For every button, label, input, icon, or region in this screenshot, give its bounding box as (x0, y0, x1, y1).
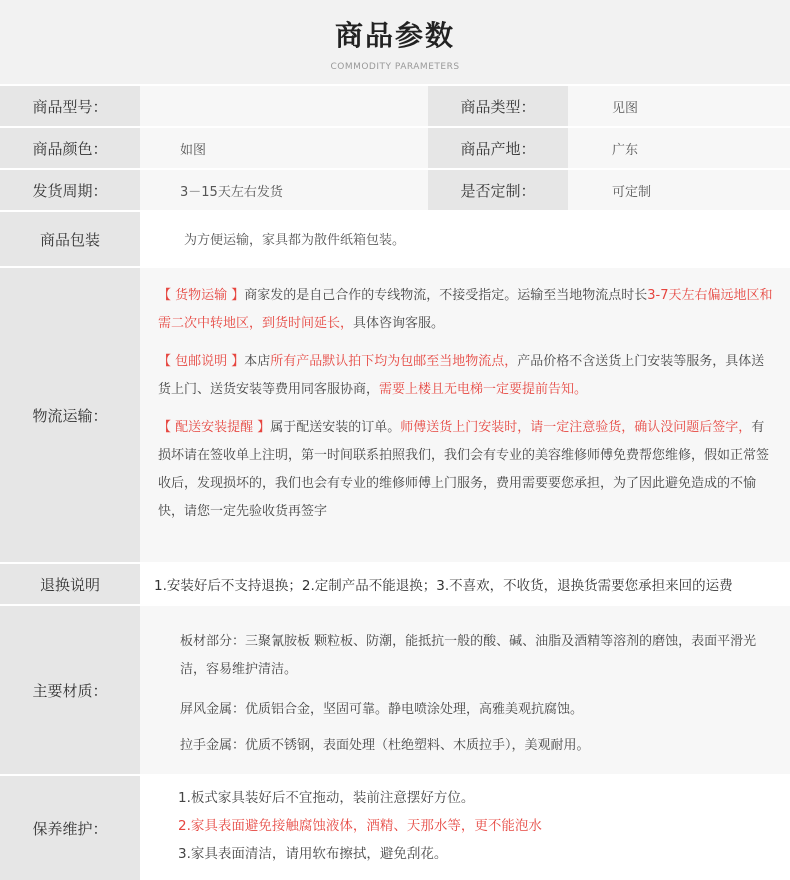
logistics-label: 物流运输： (0, 268, 140, 562)
shipping-highlight: 所有产品默认拍下均为包邮至当地物流点， (270, 354, 518, 369)
page-title: 商品参数 (334, 19, 455, 52)
shipping-highlight: 需要上楼且无电梯一定要提前告知。 (379, 382, 588, 397)
install-paragraph (158, 414, 776, 526)
param-value (140, 86, 428, 126)
packaging-label: 商品包装 (0, 212, 140, 266)
param-label: 商品型号： (0, 86, 140, 126)
page-subtitle: COMMODITY PARAMETERS (330, 62, 460, 72)
returns-label: 退换说明 (0, 564, 140, 604)
param-value: 3－15天左右发货 (140, 170, 428, 210)
care-content (140, 776, 790, 880)
install-highlight: 师傅送货上门安装时，请一定注意验货，确认没问题后签字， (400, 420, 752, 435)
materials-content (140, 606, 790, 774)
install-text: 属于配送安装的订单。 (270, 420, 401, 435)
material-line-screen: 屏风金属：优质铝合金，坚固可靠。静电喷涂处理，高雅美观抗腐蚀。 (180, 702, 584, 717)
shipping-paragraph (158, 348, 776, 404)
materials-row (0, 604, 790, 774)
freight-tag: 【 货物运输 】 (158, 288, 245, 303)
care-line: 1.板式家具装好后不宜拖动，装前注意摆好方位。 (178, 790, 475, 806)
returns-value: 1.安装好后不支持退换；2.定制产品不能退换；3.不喜欢，不收货，退换货需要您承担来回的运费 (140, 564, 790, 604)
material-line-handle: 拉手金属：优质不锈钢，表面处理（杜绝塑料、木质拉手），美观耐用。 (180, 738, 590, 753)
param-row (0, 84, 790, 126)
shipping-text: 产品价格不含送货上门安装等服务，具体送货上门、送货安装等费用同客服协商， (158, 354, 765, 397)
param-row (0, 126, 790, 168)
page-header (0, 0, 790, 84)
param-label: 商品颜色： (0, 128, 140, 168)
param-label: 商品产地： (428, 128, 568, 168)
materials-label: 主要材质： (0, 606, 140, 774)
logistics-content (140, 268, 790, 562)
freight-highlight: 3-7天左右偏远地区和需二次中转地区，到货时间延长， (158, 288, 773, 331)
param-label: 是否定制： (428, 170, 568, 210)
param-label: 商品类型： (428, 86, 568, 126)
care-line: 3.家具表面清洁，请用软布擦拭，避免刮花。 (178, 846, 448, 862)
logistics-row (0, 266, 790, 562)
freight-text: 商家发的是自己合作的专线物流，不接受指定。运输至当地物流点时长 (244, 288, 648, 303)
freight-paragraph (158, 282, 776, 338)
param-value: 见图 (568, 86, 790, 126)
returns-row (0, 562, 790, 604)
param-label: 发货周期： (0, 170, 140, 210)
freight-text: 具体咨询客服。 (353, 316, 445, 331)
care-label: 保养维护： (0, 776, 140, 880)
packaging-row (0, 210, 790, 266)
care-row (0, 774, 790, 880)
install-text: 有损坏请在签收单上注明，第一时间联系拍照我们，我们会有专业的美容维修师傅免费帮您维修，假如正常签收后，发现损坏的，我们也会有专业的维修师傅上门服务，费用需要要您承担，为了因此避免造成的不愉快，请您一定先验收货再签字 (158, 420, 770, 519)
care-line-warning: 2.家具表面避免接触腐蚀液体，酒精、天那水等，更不能泡水 (178, 818, 542, 834)
material-line-board: 板材部分：三聚氰胺板 颗粒板、防潮，能抵抗一般的酸、碱、油脂及酒精等溶剂的磨蚀，表面平滑光洁，容易维护清洁。 (180, 634, 757, 677)
packaging-value: 为方便运输，家具都为散件纸箱包装。 (140, 212, 790, 266)
param-value: 可定制 (568, 170, 790, 210)
install-tag: 【 配送安装提醒 】 (158, 420, 271, 435)
param-value: 广东 (568, 128, 790, 168)
shipping-text: 本店 (244, 354, 271, 369)
param-value: 如图 (140, 128, 428, 168)
shipping-tag: 【 包邮说明 】 (158, 354, 245, 369)
param-row (0, 168, 790, 210)
